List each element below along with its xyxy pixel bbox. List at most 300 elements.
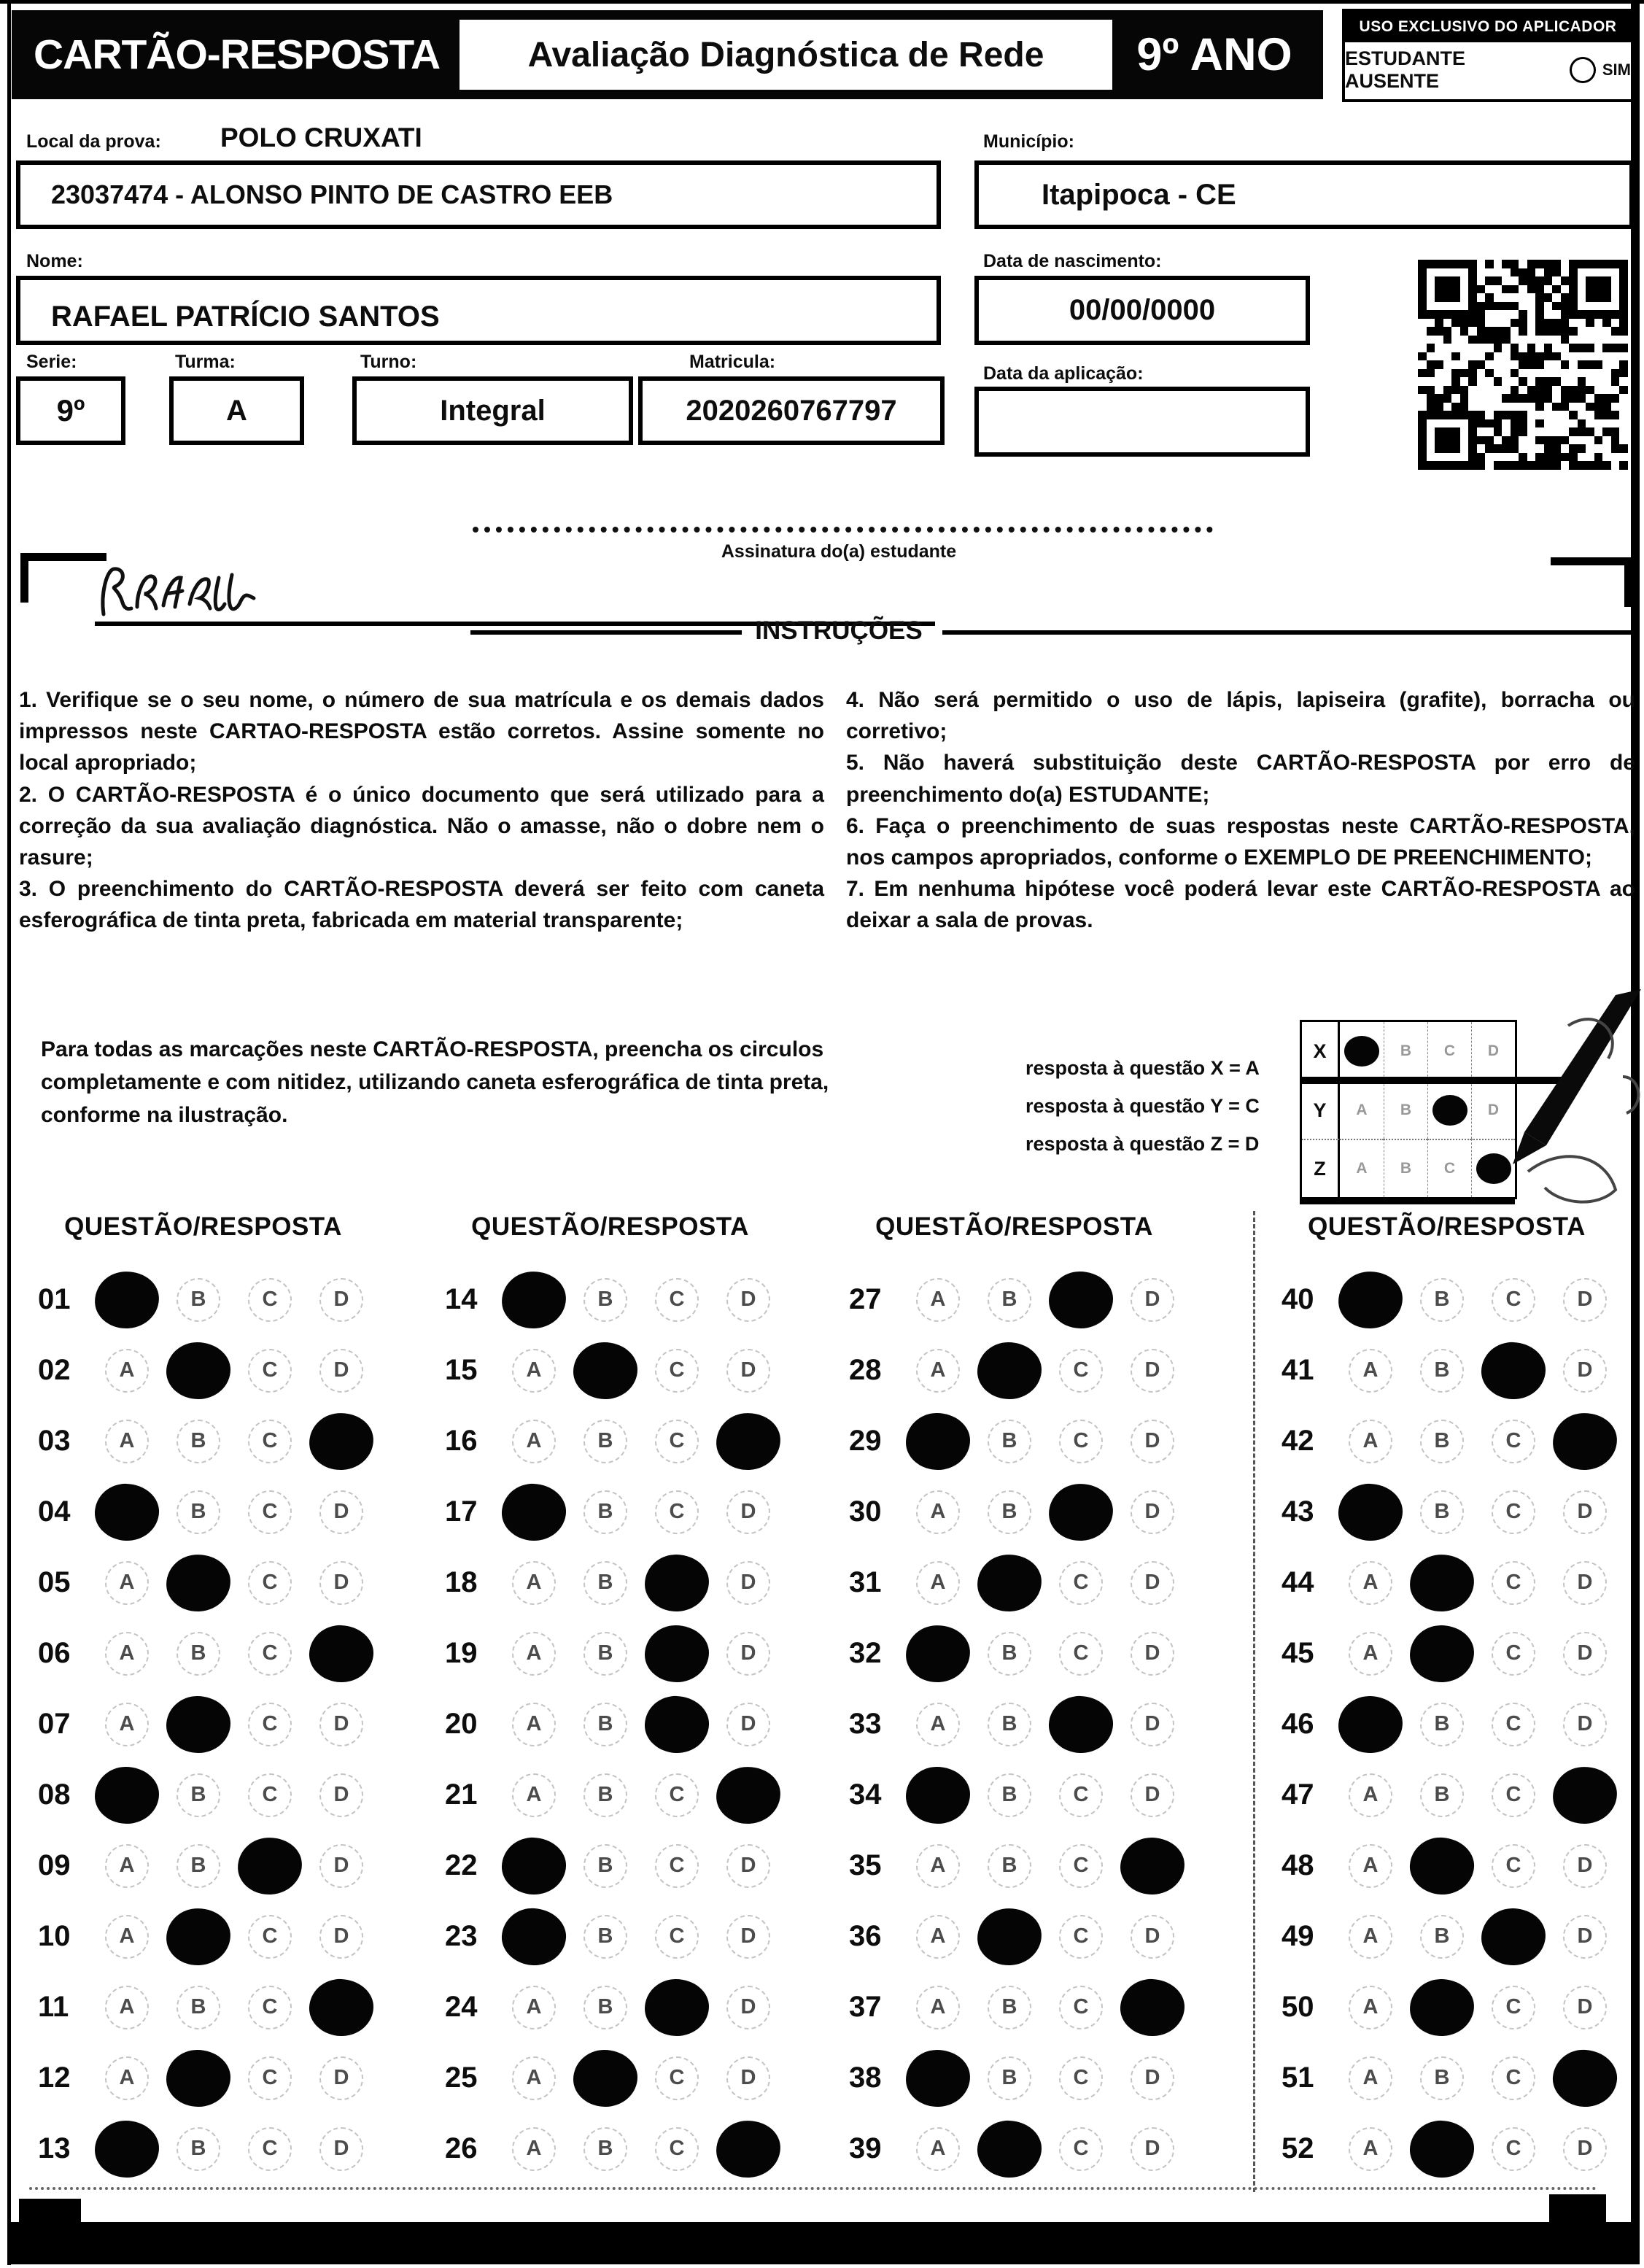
option-letter: D xyxy=(333,1783,349,1806)
bubble-44-b[interactable] xyxy=(1408,1552,1476,1614)
example-cell xyxy=(1340,1080,1384,1139)
qr-code xyxy=(1418,260,1628,470)
bubble-39-d[interactable] xyxy=(1131,2127,1174,2171)
bubble-31-a[interactable] xyxy=(916,1561,960,1605)
bubble-17-a[interactable] xyxy=(501,1482,567,1541)
bubble-40-c[interactable] xyxy=(1492,1278,1535,1322)
option-letter: D xyxy=(1144,1358,1160,1382)
bubble-39-b[interactable] xyxy=(977,2119,1043,2178)
instructions-right-column xyxy=(846,684,1635,937)
bubble-20-b[interactable] xyxy=(583,1703,627,1746)
bubble-19-d[interactable] xyxy=(726,1632,770,1676)
qr-module xyxy=(1443,260,1452,268)
bubble-06-b[interactable] xyxy=(177,1632,220,1676)
qr-module xyxy=(1544,276,1553,285)
qr-module xyxy=(1468,369,1477,378)
bubble-17-c[interactable] xyxy=(655,1490,699,1534)
qr-module xyxy=(1561,360,1570,369)
bubble-41-a[interactable] xyxy=(1349,1349,1392,1393)
bubble-52-c[interactable] xyxy=(1492,2127,1535,2171)
qr-module xyxy=(1443,377,1452,386)
corner-bracket-right-v xyxy=(1624,557,1632,607)
qr-module xyxy=(1451,377,1460,386)
answers-column-1 xyxy=(29,1264,394,2184)
qr-module xyxy=(1427,302,1435,311)
qr-module xyxy=(1619,319,1628,328)
bubble-13-a[interactable] xyxy=(95,2121,159,2178)
bubble-16-a[interactable] xyxy=(512,1420,556,1463)
bubble-15-a[interactable] xyxy=(512,1349,556,1393)
bubble-51-b[interactable] xyxy=(1420,2056,1464,2100)
bubble-16-d[interactable] xyxy=(714,1411,782,1472)
option-letter: C xyxy=(669,1429,685,1452)
bubble-25-d[interactable] xyxy=(726,2056,770,2100)
bubble-32-b[interactable] xyxy=(988,1632,1031,1676)
question-number: 13 xyxy=(38,2132,71,2164)
bubble-40-a[interactable] xyxy=(1336,1269,1404,1331)
bubble-08-c[interactable] xyxy=(248,1773,292,1817)
bubble-33-b[interactable] xyxy=(988,1703,1031,1746)
bubble-05-a[interactable] xyxy=(105,1561,149,1605)
bubble-45-c[interactable] xyxy=(1492,1632,1535,1676)
bubble-27-c[interactable] xyxy=(1049,1272,1113,1328)
bubble-22-c[interactable] xyxy=(655,1844,699,1888)
option-letter: B xyxy=(190,1288,206,1311)
bubble-31-b[interactable] xyxy=(975,1552,1043,1614)
bubble-34-b[interactable] xyxy=(988,1773,1031,1817)
bubble-19-c[interactable] xyxy=(645,1625,709,1682)
bubble-39-a[interactable] xyxy=(916,2127,960,2171)
qr-module xyxy=(1519,336,1527,344)
bubble-04-c[interactable] xyxy=(248,1490,292,1534)
bubble-23-a[interactable] xyxy=(500,1906,567,1967)
option-letter: B xyxy=(190,1500,206,1523)
bubble-27-d[interactable] xyxy=(1131,1278,1174,1322)
qr-module xyxy=(1502,310,1511,319)
bubble-34-d[interactable] xyxy=(1131,1773,1174,1817)
bubble-24-b[interactable] xyxy=(583,1986,627,2029)
bubble-49-b[interactable] xyxy=(1420,1915,1464,1959)
bubble-20-d[interactable] xyxy=(726,1703,770,1746)
bubble-28-b[interactable] xyxy=(977,1342,1042,1399)
bubble-02-d[interactable] xyxy=(319,1349,363,1393)
bubble-19-b[interactable] xyxy=(583,1632,627,1676)
bubble-06-c[interactable] xyxy=(248,1632,292,1676)
bubble-20-c[interactable] xyxy=(644,1695,710,1754)
bubble-17-b[interactable] xyxy=(583,1490,627,1534)
bubble-36-b[interactable] xyxy=(975,1906,1043,1967)
corner-bracket-left-v xyxy=(20,553,28,603)
bubble-09-d[interactable] xyxy=(319,1844,363,1888)
assessment-title: Avaliação Diagnóstica de Rede xyxy=(460,20,1112,90)
bubble-14-a[interactable] xyxy=(500,1269,567,1331)
bubble-45-b[interactable] xyxy=(1409,1624,1476,1683)
bubble-51-c[interactable] xyxy=(1492,2056,1535,2100)
bubble-03-b[interactable] xyxy=(177,1420,220,1463)
qr-module xyxy=(1477,461,1486,470)
qr-module xyxy=(1569,427,1578,436)
qr-module xyxy=(1460,344,1469,352)
bubble-48-a[interactable] xyxy=(1349,1844,1392,1888)
bubble-05-b[interactable] xyxy=(164,1552,232,1614)
bubble-23-d[interactable] xyxy=(726,1915,770,1959)
bubble-02-c[interactable] xyxy=(248,1349,292,1393)
bubble-25-a[interactable] xyxy=(512,2056,556,2100)
bubble-21-a[interactable] xyxy=(512,1773,556,1817)
bubble-46-b[interactable] xyxy=(1420,1703,1464,1746)
qr-module xyxy=(1586,268,1594,277)
bubble-42-d[interactable] xyxy=(1551,1411,1618,1472)
bubble-47-c[interactable] xyxy=(1492,1773,1535,1817)
local-da-prova-label: Local da prova: xyxy=(26,131,161,152)
qr-module xyxy=(1494,319,1503,328)
bubble-28-a[interactable] xyxy=(916,1349,960,1393)
bubble-18-d[interactable] xyxy=(726,1561,770,1605)
bubble-52-d[interactable] xyxy=(1563,2127,1607,2171)
bubble-46-a[interactable] xyxy=(1338,1695,1404,1754)
qr-module xyxy=(1443,436,1452,445)
bubble-22-d[interactable] xyxy=(726,1844,770,1888)
bubble-10-c[interactable] xyxy=(248,1915,292,1959)
bubble-37-b[interactable] xyxy=(988,1986,1031,2029)
bubble-22-a[interactable] xyxy=(501,1836,567,1895)
question-number: 19 xyxy=(445,1637,478,1669)
qr-module xyxy=(1435,260,1443,268)
qr-module xyxy=(1485,293,1494,302)
qr-module xyxy=(1544,377,1553,386)
option-letter: C xyxy=(1073,2137,1089,2160)
qr-module xyxy=(1527,360,1536,369)
bubble-50-d[interactable] xyxy=(1563,1986,1607,2029)
bubble-36-a[interactable] xyxy=(916,1915,960,1959)
bubble-25-b[interactable] xyxy=(573,2050,637,2107)
bubble-04-a[interactable] xyxy=(94,1482,160,1541)
qr-module xyxy=(1552,319,1561,328)
answers-column-header: QUESTÃO/RESPOSTA xyxy=(64,1212,342,1241)
bubble-36-c[interactable] xyxy=(1059,1915,1103,1959)
aplicador-box-title: USO EXCLUSIVO DO APLICADOR xyxy=(1345,12,1631,42)
bubble-27-b[interactable] xyxy=(988,1278,1031,1322)
option-letter: A xyxy=(1362,1429,1379,1452)
bubble-35-d[interactable] xyxy=(1120,1836,1186,1895)
bubble-46-c[interactable] xyxy=(1492,1703,1535,1746)
bubble-49-a[interactable] xyxy=(1349,1915,1392,1959)
bubble-14-b[interactable] xyxy=(583,1278,627,1322)
bubble-44-c[interactable] xyxy=(1492,1561,1535,1605)
bubble-01-c[interactable] xyxy=(248,1278,292,1322)
bubble-30-b[interactable] xyxy=(988,1490,1031,1534)
bubble-06-a[interactable] xyxy=(105,1632,149,1676)
bubble-41-d[interactable] xyxy=(1563,1349,1607,1393)
bubble-32-c[interactable] xyxy=(1059,1632,1103,1676)
bubble-52-a[interactable] xyxy=(1349,2127,1392,2171)
bubble-07-a[interactable] xyxy=(105,1703,149,1746)
bubble-11-d[interactable] xyxy=(309,1978,375,2037)
bubble-32-a[interactable] xyxy=(904,1623,972,1684)
qr-module xyxy=(1468,453,1477,462)
qr-module xyxy=(1468,444,1477,453)
bubble-24-d[interactable] xyxy=(726,1986,770,2029)
bubble-43-d[interactable] xyxy=(1563,1490,1607,1534)
bubble-12-c[interactable] xyxy=(248,2056,292,2100)
qr-module xyxy=(1443,453,1452,462)
question-number: 45 xyxy=(1282,1637,1314,1669)
bubble-16-c[interactable] xyxy=(655,1420,699,1463)
bubble-36-d[interactable] xyxy=(1131,1915,1174,1959)
qr-module xyxy=(1578,319,1586,328)
bubble-34-a[interactable] xyxy=(906,1767,970,1824)
bubble-16-b[interactable] xyxy=(583,1420,627,1463)
matricula-field: 2020260767797 xyxy=(638,376,945,445)
bubble-11-b[interactable] xyxy=(177,1986,220,2029)
bubble-07-c[interactable] xyxy=(248,1703,292,1746)
bubble-10-a[interactable] xyxy=(105,1915,149,1959)
qr-module xyxy=(1477,268,1486,277)
bubble-08-a[interactable] xyxy=(95,1767,159,1824)
example-option-letter: C xyxy=(1443,1042,1456,1059)
bubble-11-a[interactable] xyxy=(105,1986,149,2029)
bubble-51-d[interactable] xyxy=(1551,2048,1618,2109)
bubble-10-b[interactable] xyxy=(164,1906,232,1967)
qr-module xyxy=(1619,268,1628,277)
bubble-28-d[interactable] xyxy=(1131,1349,1174,1393)
bubble-15-d[interactable] xyxy=(726,1349,770,1393)
bubble-13-b[interactable] xyxy=(177,2127,220,2171)
bubble-40-d[interactable] xyxy=(1563,1278,1607,1322)
qr-module xyxy=(1427,419,1435,428)
bubble-18-a[interactable] xyxy=(512,1561,556,1605)
qr-module xyxy=(1502,419,1511,428)
bubble-49-c[interactable] xyxy=(1481,1907,1547,1966)
bubble-43-a[interactable] xyxy=(1338,1482,1404,1541)
bubble-37-c[interactable] xyxy=(1059,1986,1103,2029)
bubble-34-c[interactable] xyxy=(1059,1773,1103,1817)
bubble-43-c[interactable] xyxy=(1492,1490,1535,1534)
bubble-48-d[interactable] xyxy=(1563,1844,1607,1888)
option-letter: C xyxy=(1073,1924,1089,1948)
bubble-26-d[interactable] xyxy=(714,2118,782,2180)
qr-module xyxy=(1460,386,1469,395)
qr-module xyxy=(1561,403,1570,411)
option-letter: C xyxy=(669,1924,685,1948)
bubble-38-d[interactable] xyxy=(1131,2056,1174,2100)
bubble-45-d[interactable] xyxy=(1563,1632,1607,1676)
qr-module xyxy=(1611,336,1620,344)
bubble-48-b[interactable] xyxy=(1408,1835,1476,1897)
bubble-49-d[interactable] xyxy=(1563,1915,1607,1959)
bubble-15-c[interactable] xyxy=(655,1349,699,1393)
bubble-24-c[interactable] xyxy=(645,1979,709,2036)
bubble-27-a[interactable] xyxy=(916,1278,960,1322)
bubble-02-a[interactable] xyxy=(105,1349,149,1393)
qr-module xyxy=(1527,369,1536,378)
qr-module xyxy=(1619,444,1628,453)
qr-module xyxy=(1561,436,1570,445)
bubble-25-c[interactable] xyxy=(655,2056,699,2100)
qr-module xyxy=(1594,394,1603,403)
qr-module xyxy=(1544,427,1553,436)
qr-module xyxy=(1494,453,1503,462)
bubble-38-a[interactable] xyxy=(905,2048,972,2108)
qr-module xyxy=(1443,352,1452,361)
bubble-01-b[interactable] xyxy=(177,1278,220,1322)
bubble-33-d[interactable] xyxy=(1131,1703,1174,1746)
qr-module xyxy=(1527,310,1536,319)
bubble-47-b[interactable] xyxy=(1420,1773,1464,1817)
bubble-37-d[interactable] xyxy=(1120,1978,1186,2037)
student-absent-bubble[interactable] xyxy=(1570,57,1596,83)
bubble-14-d[interactable] xyxy=(726,1278,770,1322)
bubble-04-b[interactable] xyxy=(177,1490,220,1534)
bubble-17-d[interactable] xyxy=(726,1490,770,1534)
bubble-26-c[interactable] xyxy=(655,2127,699,2171)
bubble-07-b[interactable] xyxy=(166,1696,230,1753)
bubble-37-a[interactable] xyxy=(916,1986,960,2029)
qr-module xyxy=(1435,377,1443,386)
bubble-14-c[interactable] xyxy=(655,1278,699,1322)
bubble-45-a[interactable] xyxy=(1349,1632,1392,1676)
bubble-41-b[interactable] xyxy=(1420,1349,1464,1393)
bubble-44-a[interactable] xyxy=(1349,1561,1392,1605)
qr-module xyxy=(1535,369,1544,378)
bubble-13-c[interactable] xyxy=(248,2127,292,2171)
bubble-08-d[interactable] xyxy=(319,1773,363,1817)
bubble-52-b[interactable] xyxy=(1409,2119,1476,2178)
bubble-31-c[interactable] xyxy=(1059,1561,1103,1605)
bubble-46-d[interactable] xyxy=(1563,1703,1607,1746)
bubble-20-a[interactable] xyxy=(512,1703,556,1746)
bubble-38-b[interactable] xyxy=(988,2056,1031,2100)
qr-module xyxy=(1418,276,1427,285)
bubble-01-a[interactable] xyxy=(93,1269,160,1331)
bubble-43-b[interactable] xyxy=(1420,1490,1464,1534)
bubble-01-d[interactable] xyxy=(319,1278,363,1322)
bubble-50-c[interactable] xyxy=(1492,1986,1535,2029)
qr-module xyxy=(1451,352,1460,361)
qr-module xyxy=(1427,403,1435,411)
bubble-28-c[interactable] xyxy=(1059,1349,1103,1393)
bubble-03-a[interactable] xyxy=(105,1420,149,1463)
option-letter: D xyxy=(333,1571,349,1594)
qr-module xyxy=(1602,411,1611,419)
bubble-09-c[interactable] xyxy=(236,1835,303,1897)
qr-module xyxy=(1594,419,1603,428)
bubble-18-b[interactable] xyxy=(583,1561,627,1605)
bubble-40-b[interactable] xyxy=(1420,1278,1464,1322)
option-letter: D xyxy=(1577,1924,1593,1948)
bubble-29-b[interactable] xyxy=(988,1420,1031,1463)
bubble-30-a[interactable] xyxy=(916,1490,960,1534)
qr-module xyxy=(1544,268,1553,277)
bubble-29-d[interactable] xyxy=(1131,1420,1174,1463)
bubble-35-b[interactable] xyxy=(988,1844,1031,1888)
qr-module xyxy=(1435,444,1443,453)
bubble-35-c[interactable] xyxy=(1059,1844,1103,1888)
bubble-38-c[interactable] xyxy=(1059,2056,1103,2100)
bubble-42-b[interactable] xyxy=(1420,1420,1464,1463)
bubble-09-b[interactable] xyxy=(177,1844,220,1888)
qr-module xyxy=(1561,394,1570,403)
bubble-12-b[interactable] xyxy=(166,2050,230,2107)
bubble-29-a[interactable] xyxy=(906,1413,970,1470)
bubble-19-a[interactable] xyxy=(512,1632,556,1676)
bubble-03-d[interactable] xyxy=(307,1411,375,1472)
bubble-51-a[interactable] xyxy=(1349,2056,1392,2100)
bubble-24-a[interactable] xyxy=(512,1986,556,2029)
bubble-22-b[interactable] xyxy=(583,1844,627,1888)
qr-module xyxy=(1552,310,1561,319)
bubble-42-a[interactable] xyxy=(1349,1420,1392,1463)
bubble-29-c[interactable] xyxy=(1059,1420,1103,1463)
bubble-05-d[interactable] xyxy=(319,1561,363,1605)
bubble-47-a[interactable] xyxy=(1349,1773,1392,1817)
option-letter: D xyxy=(740,1641,756,1665)
bubble-39-c[interactable] xyxy=(1059,2127,1103,2171)
bubble-06-d[interactable] xyxy=(309,1624,375,1683)
bubble-41-c[interactable] xyxy=(1481,1341,1547,1400)
bubble-42-c[interactable] xyxy=(1492,1420,1535,1463)
bubble-33-c[interactable] xyxy=(1048,1695,1114,1754)
bubble-12-d[interactable] xyxy=(319,2056,363,2100)
bubble-13-d[interactable] xyxy=(319,2127,363,2171)
bubble-15-b[interactable] xyxy=(573,1342,637,1399)
bubble-03-c[interactable] xyxy=(248,1420,292,1463)
bubble-32-d[interactable] xyxy=(1131,1632,1174,1676)
bubble-08-b[interactable] xyxy=(177,1773,220,1817)
bubble-21-b[interactable] xyxy=(583,1773,627,1817)
qr-module xyxy=(1511,360,1519,369)
bubble-02-b[interactable] xyxy=(166,1342,230,1399)
bubble-30-d[interactable] xyxy=(1131,1490,1174,1534)
bubble-21-c[interactable] xyxy=(655,1773,699,1817)
bubble-12-a[interactable] xyxy=(105,2056,149,2100)
qr-module xyxy=(1502,260,1511,268)
bubble-44-d[interactable] xyxy=(1563,1561,1607,1605)
qr-module xyxy=(1427,319,1435,328)
bubble-35-a[interactable] xyxy=(916,1844,960,1888)
option-letter: C xyxy=(1505,1429,1521,1452)
example-option-letter: B xyxy=(1400,1160,1412,1177)
qr-module xyxy=(1544,403,1553,411)
qr-module xyxy=(1451,461,1460,470)
bubble-23-b[interactable] xyxy=(583,1915,627,1959)
bubble-04-d[interactable] xyxy=(319,1490,363,1534)
bubble-50-a[interactable] xyxy=(1349,1986,1392,2029)
bubble-05-c[interactable] xyxy=(248,1561,292,1605)
bubble-31-d[interactable] xyxy=(1131,1561,1174,1605)
bubble-10-d[interactable] xyxy=(319,1915,363,1959)
bubble-26-a[interactable] xyxy=(512,2127,556,2171)
bubble-26-b[interactable] xyxy=(583,2127,627,2171)
bubble-07-d[interactable] xyxy=(319,1703,363,1746)
instruction-item: 2. O CARTÃO-RESPOSTA é o único documento que será utilizado para a correção da sua avaliação diagnóstica. Não o amasse, não o dobre nem o rasure; xyxy=(19,782,824,870)
bubble-33-a[interactable] xyxy=(916,1703,960,1746)
corner-bracket-right xyxy=(1551,557,1632,565)
bubble-48-c[interactable] xyxy=(1492,1844,1535,1888)
bubble-11-c[interactable] xyxy=(248,1986,292,2029)
qr-module xyxy=(1502,377,1511,386)
qr-module xyxy=(1468,327,1477,336)
option-letter: A xyxy=(526,1712,542,1735)
bubble-21-d[interactable] xyxy=(714,1765,782,1826)
bubble-50-b[interactable] xyxy=(1409,1978,1476,2037)
bubble-18-c[interactable] xyxy=(644,1553,710,1612)
bubble-30-c[interactable] xyxy=(1047,1482,1114,1543)
bubble-47-d[interactable] xyxy=(1551,1765,1618,1826)
bubble-09-a[interactable] xyxy=(105,1844,149,1888)
bubble-23-c[interactable] xyxy=(655,1915,699,1959)
qr-module xyxy=(1602,394,1611,403)
